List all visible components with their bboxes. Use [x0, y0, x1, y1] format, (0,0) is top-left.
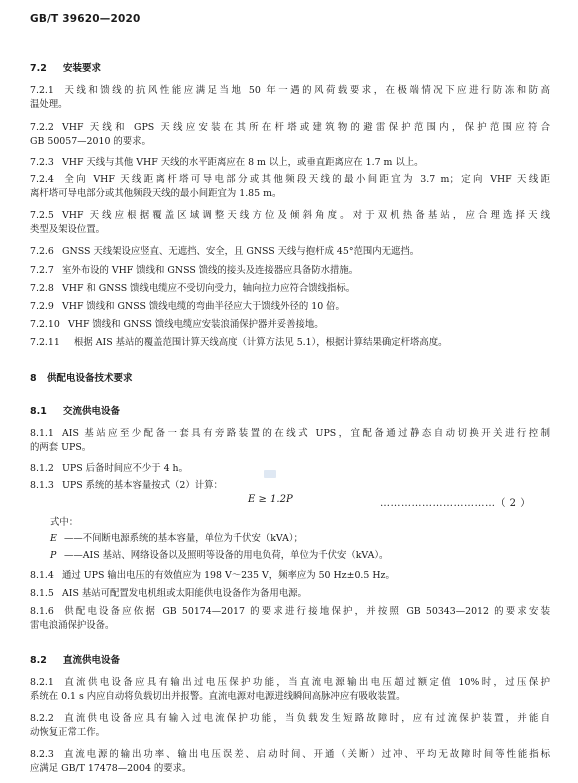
clause-text: AIS 基站可配置发电机组或太阳能供电设备作为备用电源。 — [62, 588, 307, 599]
clause-number: 8.1.6 — [30, 606, 54, 617]
clause-8-2-3 — [30, 748, 550, 762]
clause-7-2-11 — [30, 336, 550, 350]
where-label: 式中： — [50, 517, 79, 528]
clause-7-2-7 — [30, 264, 550, 278]
clause-7-2-4-cont: 离杆塔可导电部分或其他频段天线的最小间距宜为 1.85 m。 — [30, 188, 282, 199]
clause-text: 直流供电设备应具有输入过电流保护功能，当负载发生短路故障时，应有过流保护装置，并能自 — [62, 713, 550, 724]
clause-8-1-5 — [30, 587, 550, 601]
clause-text: VHF 天线和 GPS 天线应安装在其所在杆塔或建筑物的避雷保护范围内，保护范围应符合 — [62, 122, 550, 133]
clause-text: VHF 馈线和 GNSS 馈线电缆的弯曲半径应大于馈线外径的 10 倍。 — [62, 301, 345, 312]
section-number: 8.2 — [30, 655, 47, 666]
clause-text: 根据 AIS 基站的覆盖范围计算天线高度（计算方法见 5.1），根据计算结果确定杆塔高度。 — [74, 337, 448, 348]
clause-7-2-1-cont: 温处理。 — [30, 99, 68, 110]
clause-text: 室外布设的 VHF 馈线和 GNSS 馈线的接头及连接器应具备防水措施。 — [62, 265, 359, 276]
clause-8-1-2 — [30, 462, 550, 476]
clause-text: VHF 和 GNSS 馈线电缆应不受切向受力，轴向拉力应符合馈线指标。 — [62, 283, 356, 294]
clause-7-2-2-cont: GB 50057—2010 的要求。 — [30, 136, 151, 147]
clause-number: 8.2.1 — [30, 677, 54, 688]
clause-text: VHF 天线应根据覆盖区域调整天线方位及倾斜角度。对于双机热备基站，应合理选择天线 — [62, 210, 550, 221]
clause-text: 通过 UPS 输出电压的有效值应为 198 V～235 V，频率应为 50 Hz±0.5 Hz。 — [62, 570, 395, 581]
symbol-p-definition — [50, 549, 388, 563]
clause-text: VHF 馈线和 GNSS 馈线电缆应安装浪涌保护器并妥善接地。 — [68, 319, 324, 330]
clause-number: 7.2.6 — [30, 246, 54, 257]
clause-8-1-1-cont: 的两套 UPS。 — [30, 442, 92, 453]
document-header-id: GB/T 39620—2020 — [30, 13, 141, 25]
section-number: 8.1 — [30, 406, 47, 417]
clause-7-2-4 — [30, 173, 550, 187]
clause-7-2-5 — [30, 209, 550, 223]
clause-text: 供配电设备应依据 GB 50174—2017 的要求进行接地保护，并按照 GB 50343—2012 的要求安装 — [62, 606, 550, 617]
formula-expression: E ≥ 1.2P — [248, 494, 293, 505]
clause-number: 8.2.3 — [30, 749, 54, 760]
clause-text: 直流电源的输出功率、输出电压误差、启动时间、开通（关断）过冲、平均无故障时间等性能指标 — [62, 749, 550, 760]
symbol: P — [50, 550, 57, 561]
clause-8-1-3 — [30, 479, 550, 493]
clause-number: 7.2.9 — [30, 301, 54, 312]
clause-7-2-3 — [30, 156, 550, 170]
clause-7-2-9 — [30, 300, 550, 314]
clause-text: 直流供电设备应具有输出过电压保护功能，当直流电源输出电压超过额定值 10%时，过压保护 — [62, 677, 550, 688]
clause-number: 8.1.2 — [30, 463, 54, 474]
clause-number: 8.1.4 — [30, 570, 54, 581]
clause-7-2-5-cont: 类型及架设位置。 — [30, 224, 106, 235]
clause-text: GNSS 天线架设应竖直、无遮挡、安全，且 GNSS 天线与抱杆成 45°范围内无遮挡。 — [62, 246, 420, 257]
clause-text: UPS 系统的基本容量按式（2）计算： — [62, 480, 223, 491]
clause-8-2-1 — [30, 676, 550, 690]
clause-number: 7.2.8 — [30, 283, 54, 294]
clause-text: 全向 VHF 天线距离杆塔可导电部分或其他频段天线的最小间距宜为 3.7 m；定向 VHF 天线距 — [62, 174, 550, 185]
section-title: 安装要求 — [63, 63, 102, 74]
clause-text: 天线和馈线的抗风性能应满足当地 50 年一遇的风荷载要求，在极端情况下应进行防冻和防高 — [62, 85, 550, 96]
clause-8-2-2-cont: 动恢复正常工作。 — [30, 727, 106, 738]
clause-number: 8.1.3 — [30, 480, 54, 491]
clause-7-2-10 — [30, 318, 550, 332]
clause-number: 7.2.11 — [30, 337, 60, 348]
section-7-2-heading — [30, 60, 101, 74]
symbol-description: ——AIS 基站、网络设备以及照明等设备的用电负荷，单位为千伏安（kVA）。 — [64, 550, 389, 561]
clause-7-2-8 — [30, 282, 550, 296]
clause-number: 7.2.4 — [30, 174, 54, 185]
clause-text: VHF 天线与其他 VHF 天线的水平距离应在 8 m 以上，或垂直距离应在 1.7 m 以上。 — [62, 157, 424, 168]
clause-number: 7.2.7 — [30, 265, 54, 276]
clause-8-1-4 — [30, 569, 550, 583]
formula-2 — [0, 494, 578, 510]
clause-8-2-2 — [30, 712, 550, 726]
clause-8-1-6-cont: 雷电浪涌保护设备。 — [30, 620, 115, 631]
clause-text: UPS 后备时间应不少于 4 h。 — [62, 463, 188, 474]
clause-7-2-1 — [30, 84, 550, 98]
section-8-2-heading — [30, 652, 120, 666]
clause-number: 7.2.3 — [30, 157, 54, 168]
section-title: 交流供电设备 — [63, 406, 121, 417]
clause-7-2-6 — [30, 245, 550, 259]
clause-number: 7.2.1 — [30, 85, 54, 96]
clause-8-1-6 — [30, 605, 550, 619]
section-title: 直流供电设备 — [63, 655, 121, 666]
clause-8-2-3-cont: 应满足 GB/T 17478—2004 的要求。 — [30, 763, 192, 774]
clause-number: 7.2.5 — [30, 210, 54, 221]
clause-number: 8.1.1 — [30, 428, 54, 439]
watermark-mark — [264, 470, 276, 478]
section-8-1-heading — [30, 403, 120, 417]
clause-number: 8.1.5 — [30, 588, 54, 599]
symbol: E — [50, 533, 57, 544]
section-number: 7.2 — [30, 63, 47, 74]
formula-number: ……………………………（ 2 ） — [380, 498, 531, 509]
clause-text: AIS 基站应至少配备一套具有旁路装置的在线式 UPS，宜配备通过静态自动切换开关进行控制 — [62, 428, 550, 439]
symbol-description: ——不间断电源系统的基本容量，单位为千伏安（kVA）； — [64, 533, 303, 544]
clause-number: 7.2.2 — [30, 122, 54, 133]
chapter-8-heading — [30, 370, 133, 384]
chapter-number: 8 — [30, 373, 37, 384]
symbol-e-definition — [50, 532, 303, 546]
clause-8-1-1 — [30, 427, 550, 441]
clause-number: 7.2.10 — [30, 319, 60, 330]
clause-8-2-1-cont: 系统在 0.1 s 内应自动将负载切出并报警。直流电源对电源进线瞬间高脉冲应有吸收装置。 — [30, 691, 406, 702]
clause-number: 8.2.2 — [30, 713, 54, 724]
chapter-title: 供配电设备技术要求 — [47, 373, 133, 384]
clause-7-2-2 — [30, 121, 550, 135]
